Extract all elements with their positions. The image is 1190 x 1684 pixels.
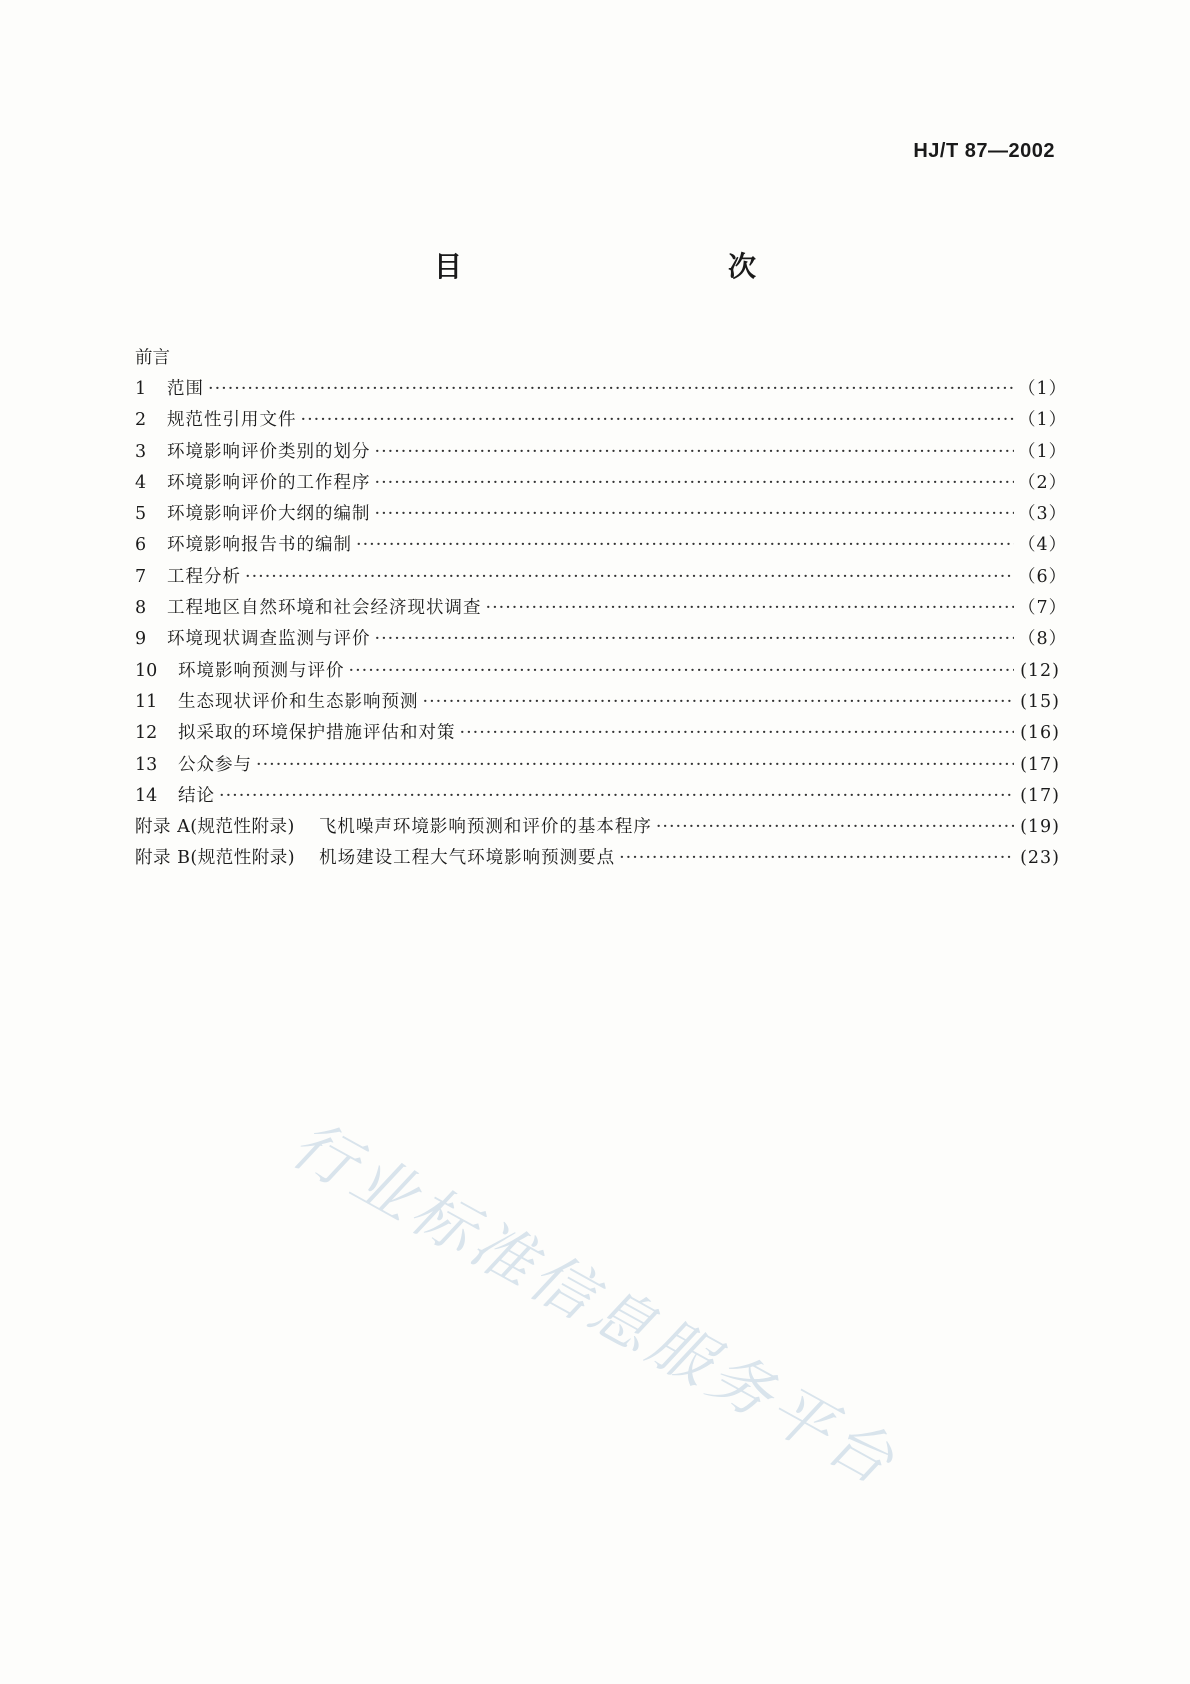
toc-entry-title: 公众参与 <box>178 754 252 775</box>
toc-entry-number: 11 <box>135 691 158 712</box>
toc-entry <box>135 405 1068 436</box>
toc-leader-dots <box>356 530 1014 561</box>
toc-appendix-label: 附录 A(规范性附录) <box>135 817 295 838</box>
toc-appendix-label: 附录 B(规范性附录) <box>135 848 296 869</box>
toc-entry <box>135 374 1068 405</box>
toc-appendix <box>135 812 1060 843</box>
toc-entry-title: 环境影响报告书的编制 <box>167 535 352 556</box>
toc-leader-dots <box>656 812 1014 843</box>
toc-entry-title: 环境影响评价的工作程序 <box>167 472 371 493</box>
toc-entry <box>135 718 1060 749</box>
toc-entry-number: 7 <box>135 566 147 587</box>
page-title: 目 次 <box>433 250 826 283</box>
toc-entry-title: 环境影响预测与评价 <box>178 660 345 681</box>
toc-leader-dots <box>245 562 1014 593</box>
toc-entry <box>135 593 1068 624</box>
toc-entry-number: 5 <box>135 504 147 525</box>
toc-appendix-title: 机场建设工程大气环境影响预测要点 <box>319 848 616 869</box>
toc-entry-title: 规范性引用文件 <box>167 410 297 431</box>
toc-entry-number: 12 <box>135 723 158 744</box>
toc-entry-page: (16) <box>1020 723 1060 744</box>
toc-entry-page: (17) <box>1020 754 1060 775</box>
table-of-contents <box>135 343 1068 875</box>
toc-entry-page: （1） <box>1018 441 1068 462</box>
toc-entry-title: 工程地区自然环境和社会经济现状调查 <box>167 598 482 619</box>
toc-leader-dots <box>460 718 1015 749</box>
toc-entry <box>135 562 1068 593</box>
toc-entry-page: (17) <box>1020 785 1060 806</box>
toc-entry <box>135 687 1060 718</box>
toc-entry-number: 8 <box>135 598 147 619</box>
toc-entry-title: 工程分析 <box>167 566 241 587</box>
toc-appendix <box>135 843 1060 874</box>
toc-leader-dots <box>375 468 1015 499</box>
toc-leader-dots <box>256 750 1014 781</box>
toc-leader-dots <box>219 781 1014 812</box>
toc-entry <box>135 468 1068 499</box>
toc-entry <box>135 530 1068 561</box>
toc-entry-title: 拟采取的环境保护措施评估和对策 <box>178 723 456 744</box>
toc-entry <box>135 624 1068 655</box>
toc-entry-number: 14 <box>135 785 158 806</box>
toc-entry-title: 环境现状调查监测与评价 <box>167 629 371 650</box>
toc-leader-dots <box>375 499 1015 530</box>
toc-appendix-page: (19) <box>1020 817 1060 838</box>
toc-leader-dots <box>486 593 1015 624</box>
toc-entry-title: 生态现状评价和生态影响预测 <box>178 691 419 712</box>
toc-entry-title: 环境影响评价大纲的编制 <box>167 504 371 525</box>
toc-entry-number: 13 <box>135 754 158 775</box>
toc-entry-title: 范围 <box>167 379 204 399</box>
toc-leader-dots <box>301 405 1015 436</box>
toc-entry-page: （7） <box>1018 598 1068 619</box>
toc-preface: 前言 <box>135 348 170 368</box>
toc-leader-dots <box>375 437 1015 468</box>
standard-code: HJ/T 87—2002 <box>913 140 1055 162</box>
toc-entry-number: 10 <box>135 660 158 681</box>
toc-entry <box>135 656 1060 687</box>
toc-entry <box>135 499 1068 530</box>
toc-entry-page: （3） <box>1018 504 1068 525</box>
toc-entry-number: 6 <box>135 535 147 556</box>
toc-entry-number: 1 <box>135 379 147 399</box>
toc-entry-number: 3 <box>135 441 147 462</box>
toc-entry-page: （8） <box>1018 629 1068 650</box>
toc-entry-page: (15) <box>1020 691 1060 712</box>
toc-entry-number: 2 <box>135 410 147 431</box>
toc-appendix-page: (23) <box>1020 848 1060 869</box>
watermark: 行业标准信息服务平台 <box>279 1106 911 1501</box>
toc-entry-page: (12) <box>1020 660 1060 681</box>
toc-appendix-title: 飞机噪声环境影响预测和评价的基本程序 <box>318 817 652 838</box>
toc-leader-dots <box>208 374 1014 405</box>
toc-leader-dots <box>619 843 1014 874</box>
toc-entry <box>135 750 1060 781</box>
toc-leader-dots <box>423 687 1015 718</box>
toc-entry <box>135 781 1060 812</box>
toc-entry-title: 结论 <box>178 785 215 806</box>
toc-leader-dots <box>349 656 1015 687</box>
toc-entry-page: （6） <box>1018 566 1068 587</box>
toc-entry-title: 环境影响评价类别的划分 <box>167 441 371 462</box>
toc-entry-page: （4） <box>1018 535 1068 556</box>
toc-entry-page: （1） <box>1018 379 1068 399</box>
toc-entry-number: 9 <box>135 629 147 650</box>
toc-leader-dots <box>375 624 1015 655</box>
toc-entry-page: （1） <box>1018 410 1068 431</box>
toc-entry-page: （2） <box>1018 472 1068 493</box>
toc-entry-number: 4 <box>135 472 147 493</box>
toc-entry <box>135 437 1068 468</box>
